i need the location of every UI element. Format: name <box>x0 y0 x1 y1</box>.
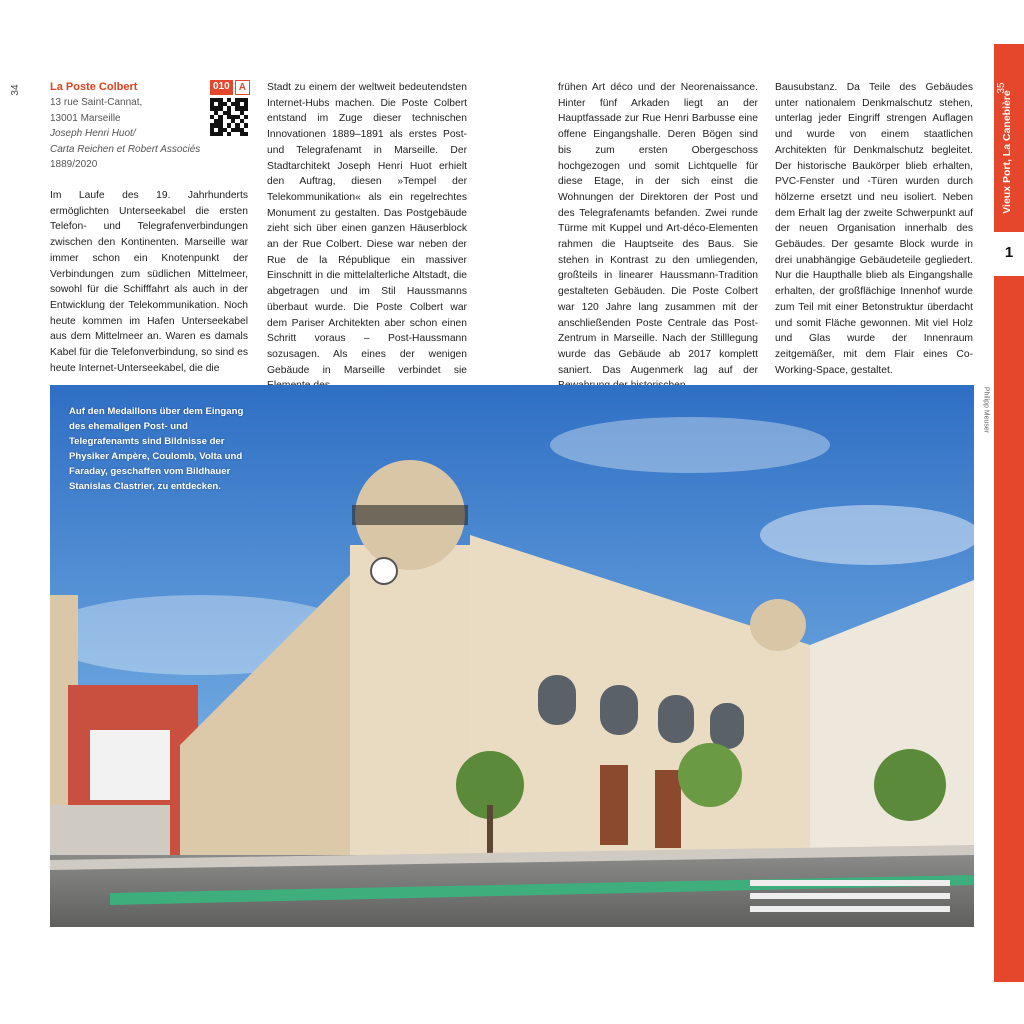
body-text-4: Bausubstanz. Da Teile des Gebäudes unter nationalem Denkmalschutz stehen, unterlag jeder Eingriff strengen Auflagen und wurde von einem staatlichen Architekten für Denkmalschutz begleitet. Der historische Baukörper blieb erhalten, PVC-Fenster und -Türen wurden durch hölzerne ersetzt und neu isoliert. Neben dem Erhalt lag der zweite Schwerpunkt auf der neuen Organisation innerhalb des Gebäudes. Der gesamte Block wurde in drei unabhängige Gebäudeteile gegliedert. Nur die Haupthalle blieb als Eingangshalle erhalten, der großflächige Innenhof wurde zum Teil mit einer Betonstruktur überdacht und somit Fläche gewonnen. Mit viel Holz und Glas wurde der Innenraum zeitgemäßer, mit dem Flair eines Co-Working-Space, gestaltet. <box>775 82 973 376</box>
entry-badge <box>210 80 250 95</box>
clock-icon <box>371 558 397 584</box>
entrance-door <box>655 770 681 848</box>
address-line-1: 13 rue Saint-Cannat, <box>50 97 143 108</box>
cloud <box>550 417 830 473</box>
tree <box>874 749 946 821</box>
billboard <box>90 730 170 800</box>
crosswalk-stripe <box>750 880 950 886</box>
body-column-4 <box>775 80 973 378</box>
round-tower <box>350 545 470 855</box>
body-column-3 <box>558 80 758 378</box>
entry-title: La Poste Colbert <box>50 81 138 93</box>
crosswalk-stripe <box>750 893 950 899</box>
photo-caption: Auf den Medaillons über dem Eingang des ehemaligen Post- und Telegrafenamts sind Bildnisse der Physiker Ampère, Coulomb, Volta und Faraday, geschaffen vom Bildhauer Stanislas Clastrier, zu entdecken. <box>69 406 244 492</box>
arch-window <box>658 695 694 743</box>
building-photo <box>50 385 974 927</box>
body-column-1 <box>50 188 248 378</box>
crosswalk-stripe <box>750 906 950 912</box>
entrance-door <box>600 765 628 845</box>
chapter-number: 1 <box>1004 244 1014 261</box>
qr-code-icon[interactable] <box>210 98 248 136</box>
body-text-2: Stadt zu einem der weltweit bedeutendsten Internet-Hubs machen. Die Poste Colbert entstand im Zuge dieser technischen Innovationen 1889–1891 als erstes Post- und Telegrafenamt in Marseille. Der Stadtarchitekt Joseph Henri Huot erhielt den Auftrag, diesen »Tempel der Telekommunikation« als ein regelrechtes Monument zu gestalten. Das Postgebäude zieht sich über einen ganzen Häuserblock an der Rue Colbert. Diese war neben der Rue de la République ein massiver Einschnitt in die mittelalterliche Altstadt, die abgetragen und im Stil Haussmanns überbaut wurde. Die Poste Colbert war dem Pariser Architekten aber schon einen Schritt voraus – Post-Haussmann sozusagen. Als eines der wenigen Gebäude in Marseille verbindet sie <box>267 82 467 376</box>
page-number-right: 35 <box>996 82 1007 94</box>
corner-dome <box>750 599 806 651</box>
entry-years: 1889/2020 <box>50 159 98 170</box>
address-line-2: 13001 Marseille <box>50 112 121 124</box>
arch-window <box>600 685 638 735</box>
arch-window <box>538 675 576 725</box>
chapter-label: Vieux Port, La Canebière <box>1001 90 1013 214</box>
entry-number-badge: 010 <box>210 80 233 95</box>
tree-trunk <box>487 805 493 860</box>
photo-credit-text: Philipp Meuser <box>982 386 990 434</box>
page-number-left: 34 <box>10 84 21 96</box>
architect-line-1: Joseph Henri Huot/ <box>50 128 136 139</box>
cloud <box>760 505 980 565</box>
photo-credit <box>981 385 991 445</box>
map-grid-badge: A <box>235 80 250 95</box>
tower-balcony <box>352 505 468 525</box>
tree <box>678 743 742 807</box>
body-column-2 <box>267 80 467 378</box>
body-text-1: Im Laufe des 19. Jahrhunderts ermöglichten Unterseekabel die ersten Telefon- und Telegrafenverbindungen zwischen den Kontinenten. Marseille war immer schon ein Knotenpunkt der Verbindungen zum südlichen Mittelmeer, sowohl für die Schifffahrt als auch in der Entwicklung der Telekommunikation. Noch heute kommen im Hafen Unterseekabel aus dem Mittelmeer an. Waren es damals Kabel für die Telefonverbindung, so sind es heute Internet-Unterseekabel, die die <box>50 190 248 374</box>
architect-line-2: Carta Reichen et Robert Associés <box>50 143 201 155</box>
body-text-3: frühen Art déco und der Neorenaissance. Hinter fünf Arkaden liegt an der Hauptfassade zur Rue Henri Barbusse eine offene Eingangshalle. Deren Bögen sind bis zum ersten Obergeschoss hochgezogen und somit Lichtquelle für diese Etage, in der sich einst die Wohnungen der Direktoren der Post und des Telegrafenamts befanden. Zwei runde Türme mit Kuppel und Art-déco-Elementen rahmen die Hauptseite des Baus. Sie stehen in Kontrast zu den umliegenden, großteils in linearer Haussmann-Tradition gestalteten Gebäuden. Die Poste Colbert war 120 Jahre lang zusammen mit der anschließenden Poste Centrale das Post-Zentrum in Marseille. Nach der Stilllegung wurde das Gebäude ab 2017 komplett saniert. Das Augenmerk lag auf der <box>558 82 758 376</box>
arch-window <box>710 703 744 749</box>
